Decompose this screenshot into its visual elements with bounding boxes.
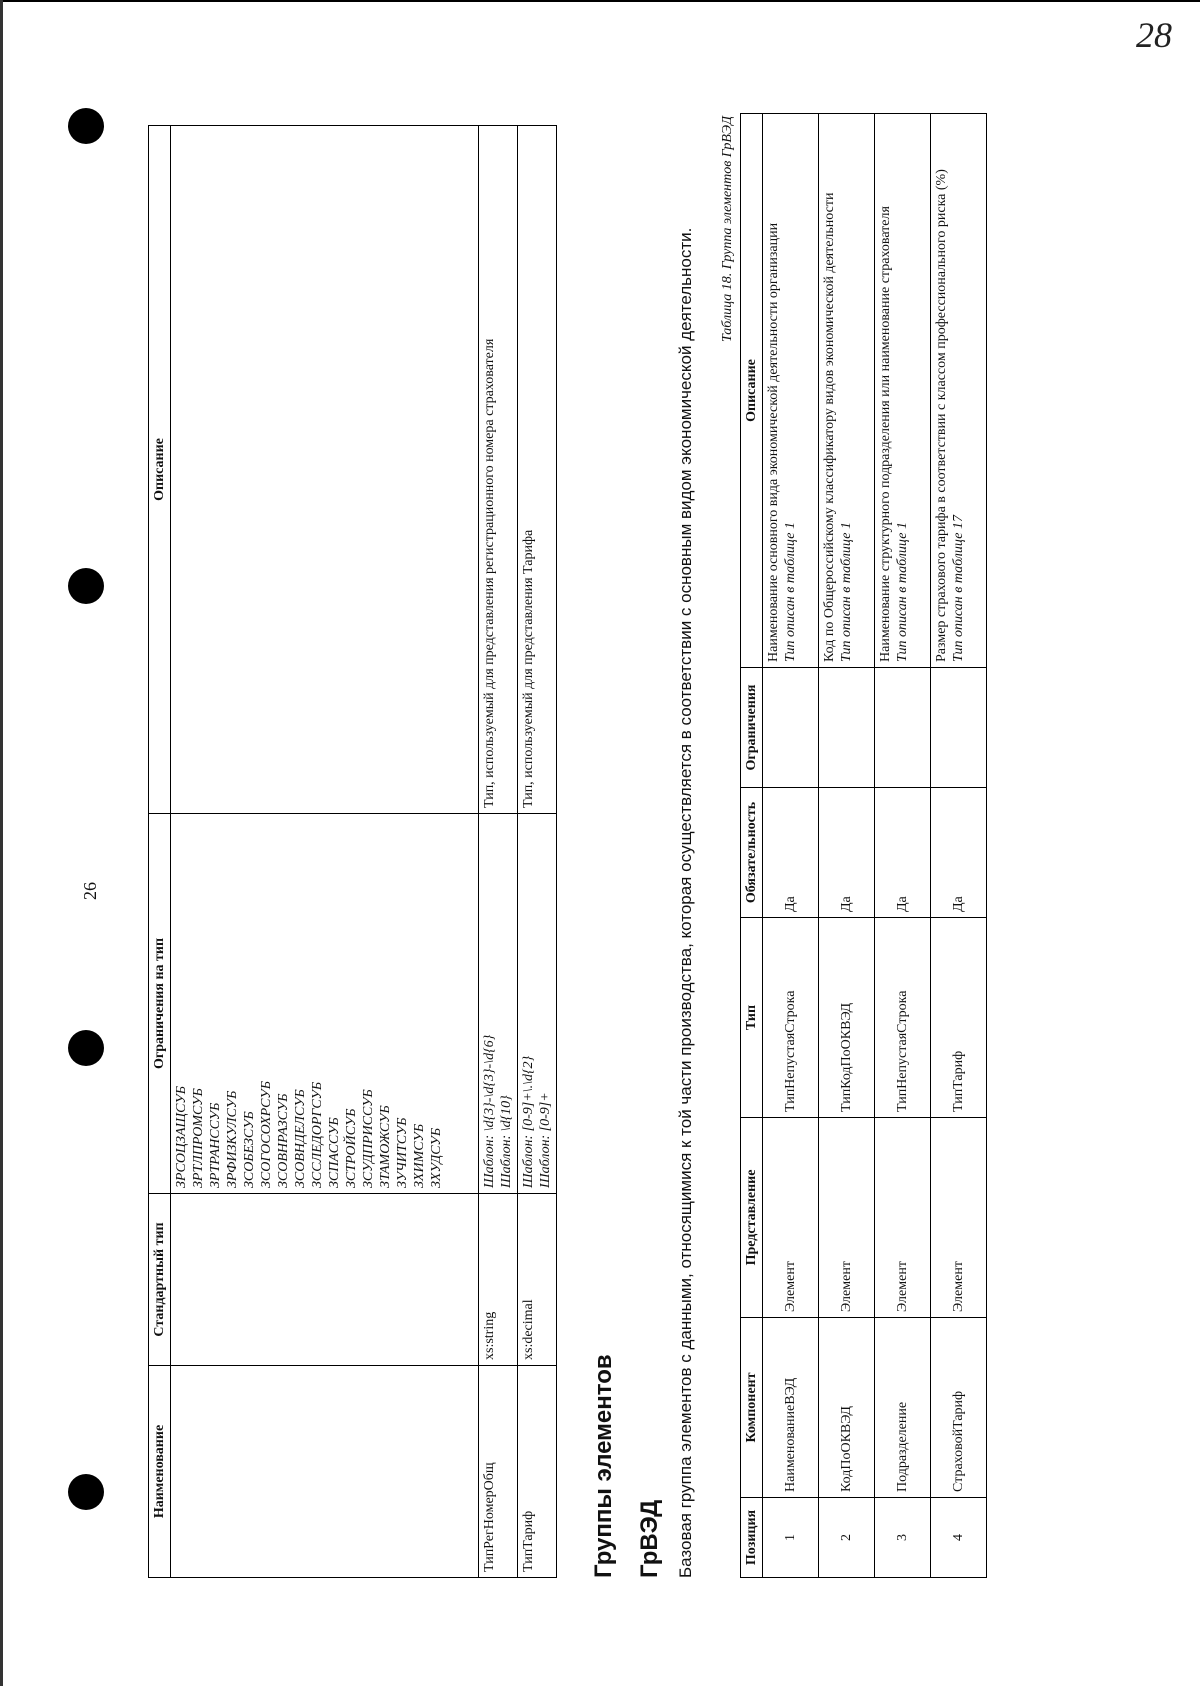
type-note: Тип описан в таблице 1: [895, 522, 910, 662]
table-row: [875, 114, 931, 1578]
handwritten-page-number: 28: [1136, 15, 1172, 55]
restriction-cell: [518, 814, 557, 1194]
col-header-description: Описание: [149, 126, 171, 814]
enum-value: ЗСУДПРИССУБ: [361, 1089, 376, 1188]
group-elements-table: [740, 113, 987, 1578]
enum-value: ЗСОГОСОХРСУБ: [259, 1081, 274, 1188]
type-description: Тип, используемый для представления Тарифа: [518, 126, 557, 814]
col-header-restrictions: Ограничения на тип: [149, 814, 171, 1194]
restriction-pattern: Шаблон: \d{10}: [499, 1095, 514, 1188]
position-cell: 4: [931, 1498, 987, 1578]
enum-list-cell: [171, 814, 479, 1194]
representation-cell: Элемент: [875, 1118, 931, 1318]
std-type: xs:decimal: [518, 1194, 557, 1366]
intro-paragraph: Базовая группа элементов с данными, относящимися к той части производства, которая осуществляется в соответствии с основным видом экономической деятельности.: [676, 227, 695, 1578]
type-note: Тип описан в таблице 1: [783, 522, 798, 662]
required-cell: Да: [875, 788, 931, 918]
type-cell: ТипНепустаяСтрока: [875, 918, 931, 1118]
component-cell: КодПоОКВЭД: [819, 1318, 875, 1498]
types-table: [148, 125, 557, 1578]
table-row: [518, 126, 557, 1578]
position-cell: 3: [875, 1498, 931, 1578]
page-number: 26: [80, 882, 100, 900]
restrictions-cell: [931, 668, 987, 788]
scan-edge-top: [0, 0, 1200, 2]
description-cell: [875, 114, 931, 668]
description-text: Размер страхового тарифа в соответствии с классом профессионального риска (%): [934, 169, 949, 662]
restriction-cell: [479, 814, 518, 1194]
type-note: Тип описан в таблице 17: [951, 515, 966, 662]
representation-cell: Элемент: [931, 1118, 987, 1318]
representation-cell: Элемент: [763, 1118, 819, 1318]
restrictions-cell: [763, 668, 819, 788]
required-cell: Да: [763, 788, 819, 918]
table-row: [763, 114, 819, 1578]
enum-value: ЗСОВНРАЗСУБ: [276, 1093, 291, 1188]
col-header-representation: Представление: [741, 1118, 763, 1318]
col-header-required: Обязательность: [741, 788, 763, 918]
empty-cell: [171, 1366, 479, 1578]
type-description: Тип, используемый для представления регистрационного номера страхователя: [479, 126, 518, 814]
component-cell: Подразделение: [875, 1318, 931, 1498]
enum-value: ЗСТРОЙСУБ: [344, 1108, 359, 1188]
col-header-position: Позиция: [741, 1498, 763, 1578]
table-row-enum: [171, 126, 479, 1578]
description-text: Наименование основного вида экономической деятельности организации: [766, 222, 781, 662]
empty-cell: [171, 1194, 479, 1366]
component-cell: СтраховойТариф: [931, 1318, 987, 1498]
type-cell: ТипНепустаяСтрока: [763, 918, 819, 1118]
section-heading: Группы элементов: [590, 1354, 617, 1578]
enum-value: ЗУЧИТСУБ: [395, 1117, 410, 1188]
description-text: Код по Общероссийскому классификатору видов экономической деятельности: [822, 192, 837, 662]
col-header-restrictions: Ограничения: [741, 668, 763, 788]
description-cell: [931, 114, 987, 668]
group-table-header: [741, 114, 763, 1578]
description-cell: [819, 114, 875, 668]
description-text: Наименование структурного подразделения или наименование страхователя: [878, 206, 893, 662]
representation-cell: Элемент: [819, 1118, 875, 1318]
type-note: Тип описан в таблице 1: [839, 522, 854, 662]
table-row: [479, 126, 518, 1578]
type-name: ТипТариф: [518, 1366, 557, 1578]
restriction-pattern: Шаблон: \d{3}-\d{3}-\d{6}: [482, 1034, 497, 1188]
std-type: xs:string: [479, 1194, 518, 1366]
empty-cell: [171, 126, 479, 814]
position-cell: 2: [819, 1498, 875, 1578]
enum-value: ЗРТРАНССУБ: [208, 1102, 223, 1188]
enum-value: ЗРТЛПРОМСУБ: [191, 1088, 206, 1188]
col-header-std-type: Стандартный тип: [149, 1194, 171, 1366]
enum-value: ЗСОВНДЕЛСУБ: [293, 1089, 308, 1188]
table-row: [931, 114, 987, 1578]
enum-value: ЗССЛЕДОРГСУБ: [310, 1081, 325, 1188]
restrictions-cell: [819, 668, 875, 788]
type-cell: ТипКодПоОКВЭД: [819, 918, 875, 1118]
table-caption: Таблица 18. Группа элементов ГрВЭД: [720, 116, 735, 342]
restriction-pattern: Шаблон: [0-9]+: [538, 1092, 553, 1188]
required-cell: Да: [819, 788, 875, 918]
component-cell: НаименованиеВЭД: [763, 1318, 819, 1498]
restrictions-cell: [875, 668, 931, 788]
col-header-component: Компонент: [741, 1318, 763, 1498]
type-cell: ТипТариф: [931, 918, 987, 1118]
table-row: [819, 114, 875, 1578]
enum-value: ЗХУДСУБ: [429, 1127, 444, 1188]
col-header-description: Описание: [741, 114, 763, 668]
enum-value: ЗСПАССУБ: [327, 1117, 342, 1188]
enum-value: ЗСОБЕЗСУБ: [242, 1111, 257, 1188]
type-name: ТипРегНомерОбщ: [479, 1366, 518, 1578]
enum-value: ЗРФИЗКУЛСУБ: [225, 1090, 240, 1188]
position-cell: 1: [763, 1498, 819, 1578]
restriction-pattern: Шаблон: [0-9]+\.\d{2}: [521, 1055, 536, 1188]
required-cell: Да: [931, 788, 987, 918]
col-header-type: Тип: [741, 918, 763, 1118]
enum-value: ЗТАМОЖСУБ: [378, 1105, 393, 1188]
col-header-name: Наименование: [149, 1366, 171, 1578]
rotated-page: [0, 106, 1000, 1686]
description-cell: [763, 114, 819, 668]
enum-value: ЗХИМСУБ: [412, 1123, 427, 1188]
types-table-header: [149, 126, 171, 1578]
subsection-heading: ГрВЭД: [636, 1499, 663, 1578]
enum-value: ЗРСОЦЗАЩСУБ: [174, 1086, 189, 1188]
